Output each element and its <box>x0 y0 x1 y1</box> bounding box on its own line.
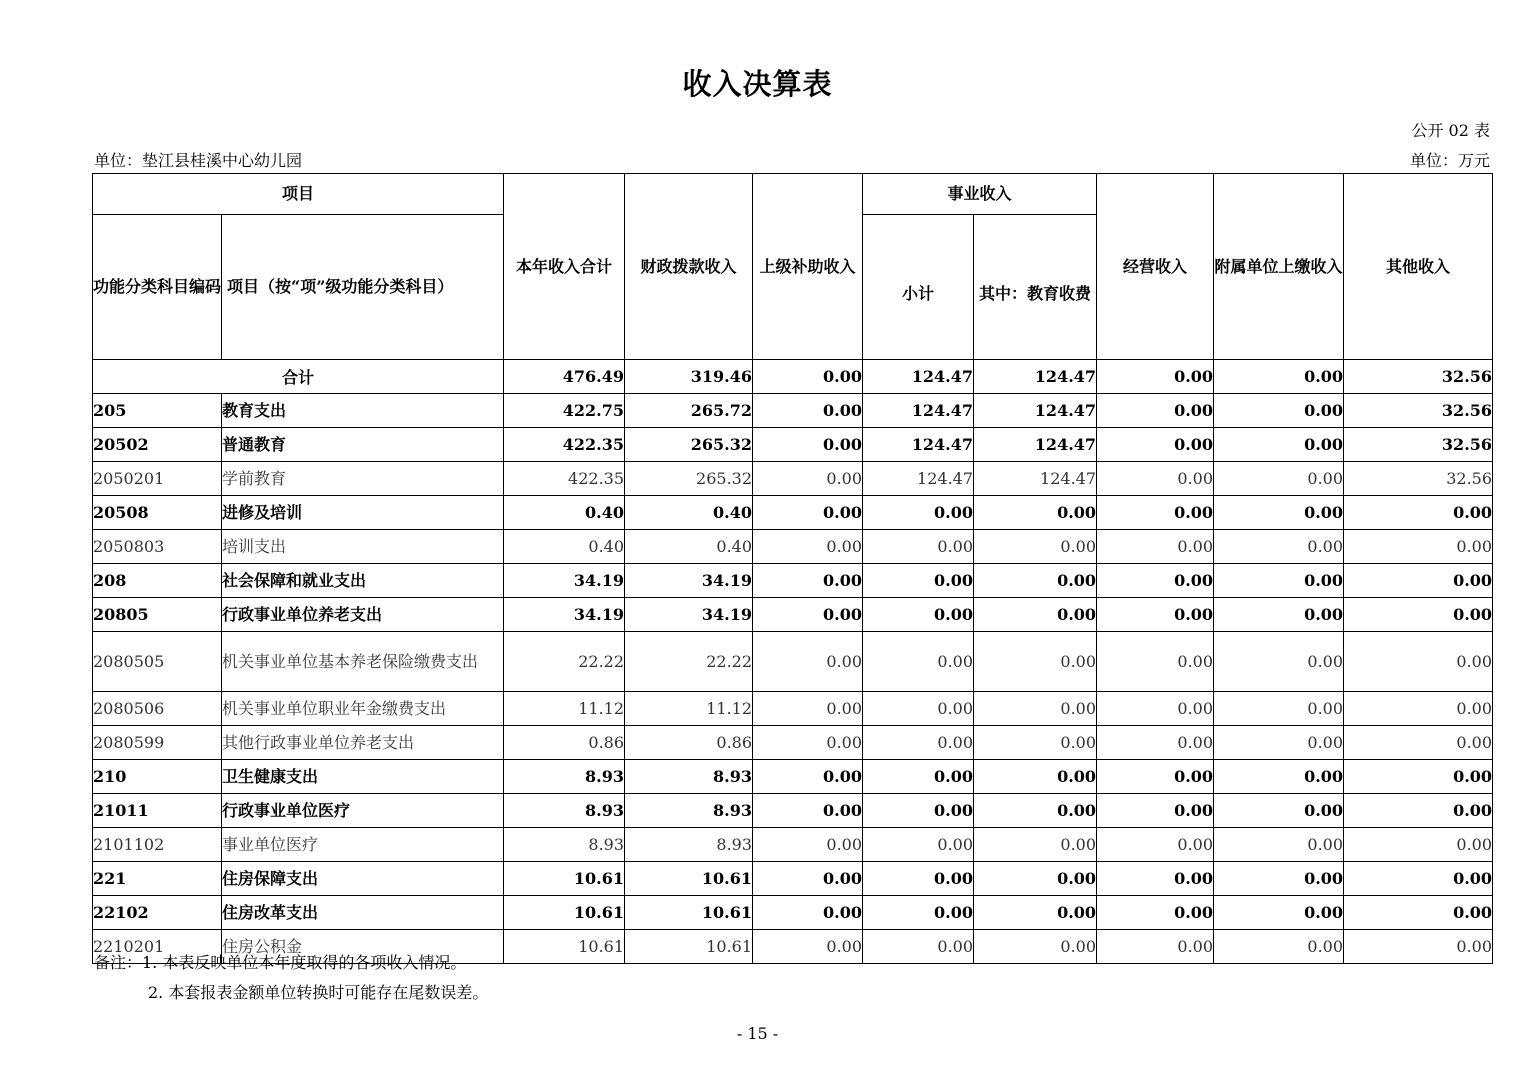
row-value: 11.12 <box>625 692 753 726</box>
row-value: 10.61 <box>625 930 753 964</box>
row-name: 进修及培训 <box>222 496 504 530</box>
note-line-2: 2. 本套报表金额单位转换时可能存在尾数误差。 <box>148 983 489 1002</box>
row-value: 0.00 <box>1097 896 1214 930</box>
row-value: 0.00 <box>1344 564 1493 598</box>
row-code: 2050201 <box>93 462 222 496</box>
row-value: 0.00 <box>1344 794 1493 828</box>
row-value: 0.00 <box>753 394 863 428</box>
table-row <box>93 530 1493 564</box>
row-value: 0.00 <box>1097 726 1214 760</box>
table-row <box>93 692 1493 726</box>
row-value: 0.00 <box>863 496 974 530</box>
row-value: 8.93 <box>504 794 625 828</box>
row-code: 22102 <box>93 896 222 930</box>
row-value: 0.00 <box>1214 496 1344 530</box>
row-name: 其他行政事业单位养老支出 <box>222 726 504 760</box>
table-row <box>93 598 1493 632</box>
row-name: 住房改革支出 <box>222 896 504 930</box>
row-code: 2050803 <box>93 530 222 564</box>
notes <box>94 948 488 1008</box>
row-value: 0.00 <box>1214 394 1344 428</box>
row-value: 8.93 <box>625 794 753 828</box>
row-value: 0.00 <box>1344 692 1493 726</box>
row-value: 0.40 <box>504 496 625 530</box>
row-value: 0.00 <box>1344 632 1493 692</box>
row-value: 0.40 <box>625 496 753 530</box>
row-code: 2210201 <box>93 930 222 964</box>
row-value: 0.00 <box>753 828 863 862</box>
row-name: 机关事业单位基本养老保险缴费支出 <box>222 632 504 692</box>
total-value: 319.46 <box>625 360 753 394</box>
row-value: 22.22 <box>625 632 753 692</box>
row-value: 8.93 <box>504 828 625 862</box>
header-business-group: 事业收入 <box>863 174 1097 215</box>
row-value: 0.00 <box>1214 598 1344 632</box>
row-value: 8.93 <box>625 760 753 794</box>
row-value: 0.00 <box>1097 530 1214 564</box>
form-number: 公开 02 表 <box>1411 121 1490 140</box>
row-value: 34.19 <box>625 598 753 632</box>
row-value: 0.00 <box>1097 794 1214 828</box>
table-row <box>93 496 1493 530</box>
row-value: 0.00 <box>1097 394 1214 428</box>
header-total: 本年收入合计 <box>504 174 625 360</box>
row-value: 265.32 <box>625 428 753 462</box>
row-value: 0.00 <box>1097 862 1214 896</box>
row-value: 0.00 <box>1214 794 1344 828</box>
header-item-name: 项目（按“项”级功能分类科目） <box>222 215 504 360</box>
table-row <box>93 564 1493 598</box>
row-code: 208 <box>93 564 222 598</box>
table-row <box>93 760 1493 794</box>
row-value: 0.00 <box>1214 862 1344 896</box>
total-label: 合计 <box>93 360 504 394</box>
row-value: 124.47 <box>863 394 974 428</box>
row-value: 22.22 <box>504 632 625 692</box>
row-value: 0.00 <box>1344 828 1493 862</box>
table-row <box>93 394 1493 428</box>
row-name: 学前教育 <box>222 462 504 496</box>
row-value: 0.00 <box>1097 496 1214 530</box>
row-value: 0.00 <box>863 862 974 896</box>
row-value: 0.86 <box>504 726 625 760</box>
row-value: 422.75 <box>504 394 625 428</box>
row-value: 0.00 <box>1214 896 1344 930</box>
row-name: 行政事业单位养老支出 <box>222 598 504 632</box>
row-value: 0.00 <box>974 530 1097 564</box>
row-value: 10.61 <box>504 896 625 930</box>
row-value: 0.00 <box>863 598 974 632</box>
row-value: 0.00 <box>1097 564 1214 598</box>
header-edu-fee: 其中：教育收费 <box>974 215 1097 360</box>
table-row <box>93 462 1493 496</box>
row-value: 0.00 <box>1344 896 1493 930</box>
row-value: 0.86 <box>625 726 753 760</box>
row-value: 8.93 <box>504 760 625 794</box>
total-value: 124.47 <box>974 360 1097 394</box>
total-value: 476.49 <box>504 360 625 394</box>
row-value: 0.40 <box>625 530 753 564</box>
row-value: 0.40 <box>504 530 625 564</box>
table-row <box>93 632 1493 692</box>
row-value: 10.61 <box>504 862 625 896</box>
row-code: 2080506 <box>93 692 222 726</box>
row-value: 0.00 <box>974 598 1097 632</box>
row-value: 0.00 <box>1344 726 1493 760</box>
row-code: 20502 <box>93 428 222 462</box>
row-value: 0.00 <box>753 564 863 598</box>
row-code: 2080599 <box>93 726 222 760</box>
row-code: 21011 <box>93 794 222 828</box>
row-value: 0.00 <box>863 828 974 862</box>
row-value: 0.00 <box>863 530 974 564</box>
row-value: 34.19 <box>504 564 625 598</box>
row-value: 0.00 <box>974 564 1097 598</box>
row-value: 0.00 <box>974 794 1097 828</box>
row-value: 0.00 <box>1214 632 1344 692</box>
table-row <box>93 862 1493 896</box>
row-value: 0.00 <box>974 930 1097 964</box>
note-line-1: 备注：1. 本表反映单位本年度取得的各项收入情况。 <box>94 953 467 972</box>
row-value: 0.00 <box>1214 726 1344 760</box>
row-value: 0.00 <box>753 428 863 462</box>
report-title: 收入决算表 <box>682 67 833 101</box>
row-value: 0.00 <box>1097 760 1214 794</box>
row-code: 221 <box>93 862 222 896</box>
row-code: 20508 <box>93 496 222 530</box>
table-row <box>93 428 1493 462</box>
row-value: 0.00 <box>1214 564 1344 598</box>
row-value: 0.00 <box>974 760 1097 794</box>
row-value: 0.00 <box>753 794 863 828</box>
row-value: 11.12 <box>504 692 625 726</box>
row-value: 124.47 <box>974 394 1097 428</box>
row-value: 0.00 <box>753 462 863 496</box>
row-code: 210 <box>93 760 222 794</box>
row-value: 32.56 <box>1344 394 1493 428</box>
header-affiliated: 附属单位上缴收入 <box>1214 174 1344 360</box>
row-value: 265.72 <box>625 394 753 428</box>
row-value: 0.00 <box>1214 462 1344 496</box>
row-name: 机关事业单位职业年金缴费支出 <box>222 692 504 726</box>
row-value: 0.00 <box>1097 692 1214 726</box>
row-name: 住房公积金 <box>222 930 504 964</box>
row-value: 124.47 <box>863 462 974 496</box>
row-value: 0.00 <box>863 632 974 692</box>
header-fiscal: 财政拨款收入 <box>625 174 753 360</box>
total-row <box>93 360 1493 394</box>
header-code: 功能分类科目编码 <box>93 215 222 360</box>
total-value: 0.00 <box>753 360 863 394</box>
row-value: 0.00 <box>974 692 1097 726</box>
row-value: 124.47 <box>974 428 1097 462</box>
row-value: 0.00 <box>1214 760 1344 794</box>
row-value: 34.19 <box>625 564 753 598</box>
table-row <box>93 794 1493 828</box>
row-value: 0.00 <box>1097 462 1214 496</box>
row-value: 0.00 <box>1097 828 1214 862</box>
row-value: 0.00 <box>1344 862 1493 896</box>
organization-unit: 单位：垫江县桂溪中心幼儿园 <box>94 151 303 170</box>
row-value: 0.00 <box>753 760 863 794</box>
row-value: 0.00 <box>974 726 1097 760</box>
header-item-group: 项目 <box>93 174 504 215</box>
row-value: 10.61 <box>625 896 753 930</box>
row-value: 0.00 <box>1344 930 1493 964</box>
row-value: 0.00 <box>753 692 863 726</box>
row-value: 32.56 <box>1344 462 1493 496</box>
row-code: 205 <box>93 394 222 428</box>
row-name: 社会保障和就业支出 <box>222 564 504 598</box>
row-name: 普通教育 <box>222 428 504 462</box>
row-value: 0.00 <box>753 726 863 760</box>
row-code: 2080505 <box>93 632 222 692</box>
income-settlement-table <box>92 173 1493 964</box>
row-value: 0.00 <box>1214 692 1344 726</box>
row-value: 0.00 <box>974 896 1097 930</box>
row-value: 0.00 <box>863 794 974 828</box>
page-number: - 15 - <box>736 1024 779 1043</box>
row-value: 0.00 <box>1097 632 1214 692</box>
row-value: 0.00 <box>753 862 863 896</box>
row-value: 422.35 <box>504 462 625 496</box>
row-value: 0.00 <box>974 828 1097 862</box>
row-value: 0.00 <box>863 564 974 598</box>
total-value: 0.00 <box>1097 360 1214 394</box>
row-value: 0.00 <box>863 896 974 930</box>
row-value: 0.00 <box>863 930 974 964</box>
row-value: 8.93 <box>625 828 753 862</box>
row-value: 0.00 <box>1214 828 1344 862</box>
row-value: 265.32 <box>625 462 753 496</box>
row-value: 0.00 <box>1344 496 1493 530</box>
row-value: 0.00 <box>974 496 1097 530</box>
table-row <box>93 726 1493 760</box>
row-value: 0.00 <box>863 692 974 726</box>
currency-unit: 单位：万元 <box>1409 151 1490 170</box>
row-value: 0.00 <box>1214 530 1344 564</box>
header-subtotal: 小计 <box>863 215 974 360</box>
row-value: 0.00 <box>1214 930 1344 964</box>
row-value: 124.47 <box>974 462 1097 496</box>
row-value: 0.00 <box>753 496 863 530</box>
row-value: 0.00 <box>863 726 974 760</box>
row-value: 10.61 <box>625 862 753 896</box>
header-other: 其他收入 <box>1344 174 1493 360</box>
row-name: 行政事业单位医疗 <box>222 794 504 828</box>
row-name: 事业单位医疗 <box>222 828 504 862</box>
row-name: 教育支出 <box>222 394 504 428</box>
row-value: 0.00 <box>753 930 863 964</box>
row-value: 0.00 <box>1344 598 1493 632</box>
row-value: 0.00 <box>863 760 974 794</box>
row-code: 20805 <box>93 598 222 632</box>
row-value: 422.35 <box>504 428 625 462</box>
row-value: 0.00 <box>974 632 1097 692</box>
row-name: 培训支出 <box>222 530 504 564</box>
row-value: 0.00 <box>1214 428 1344 462</box>
table-row <box>93 828 1493 862</box>
row-value: 0.00 <box>1097 930 1214 964</box>
row-value: 0.00 <box>1097 428 1214 462</box>
row-value: 0.00 <box>1344 760 1493 794</box>
row-name: 卫生健康支出 <box>222 760 504 794</box>
row-value: 0.00 <box>753 598 863 632</box>
total-value: 0.00 <box>1214 360 1344 394</box>
row-value: 0.00 <box>974 862 1097 896</box>
row-value: 10.61 <box>504 930 625 964</box>
header-operating: 经营收入 <box>1097 174 1214 360</box>
row-value: 0.00 <box>753 632 863 692</box>
total-value: 124.47 <box>863 360 974 394</box>
total-value: 32.56 <box>1344 360 1493 394</box>
header-superior: 上级补助收入 <box>753 174 863 360</box>
row-value: 0.00 <box>1097 598 1214 632</box>
row-code: 2101102 <box>93 828 222 862</box>
row-value: 0.00 <box>753 530 863 564</box>
row-value: 34.19 <box>504 598 625 632</box>
row-value: 0.00 <box>753 896 863 930</box>
row-value: 124.47 <box>863 428 974 462</box>
row-value: 32.56 <box>1344 428 1493 462</box>
table-row <box>93 896 1493 930</box>
row-value: 0.00 <box>1344 530 1493 564</box>
row-name: 住房保障支出 <box>222 862 504 896</box>
